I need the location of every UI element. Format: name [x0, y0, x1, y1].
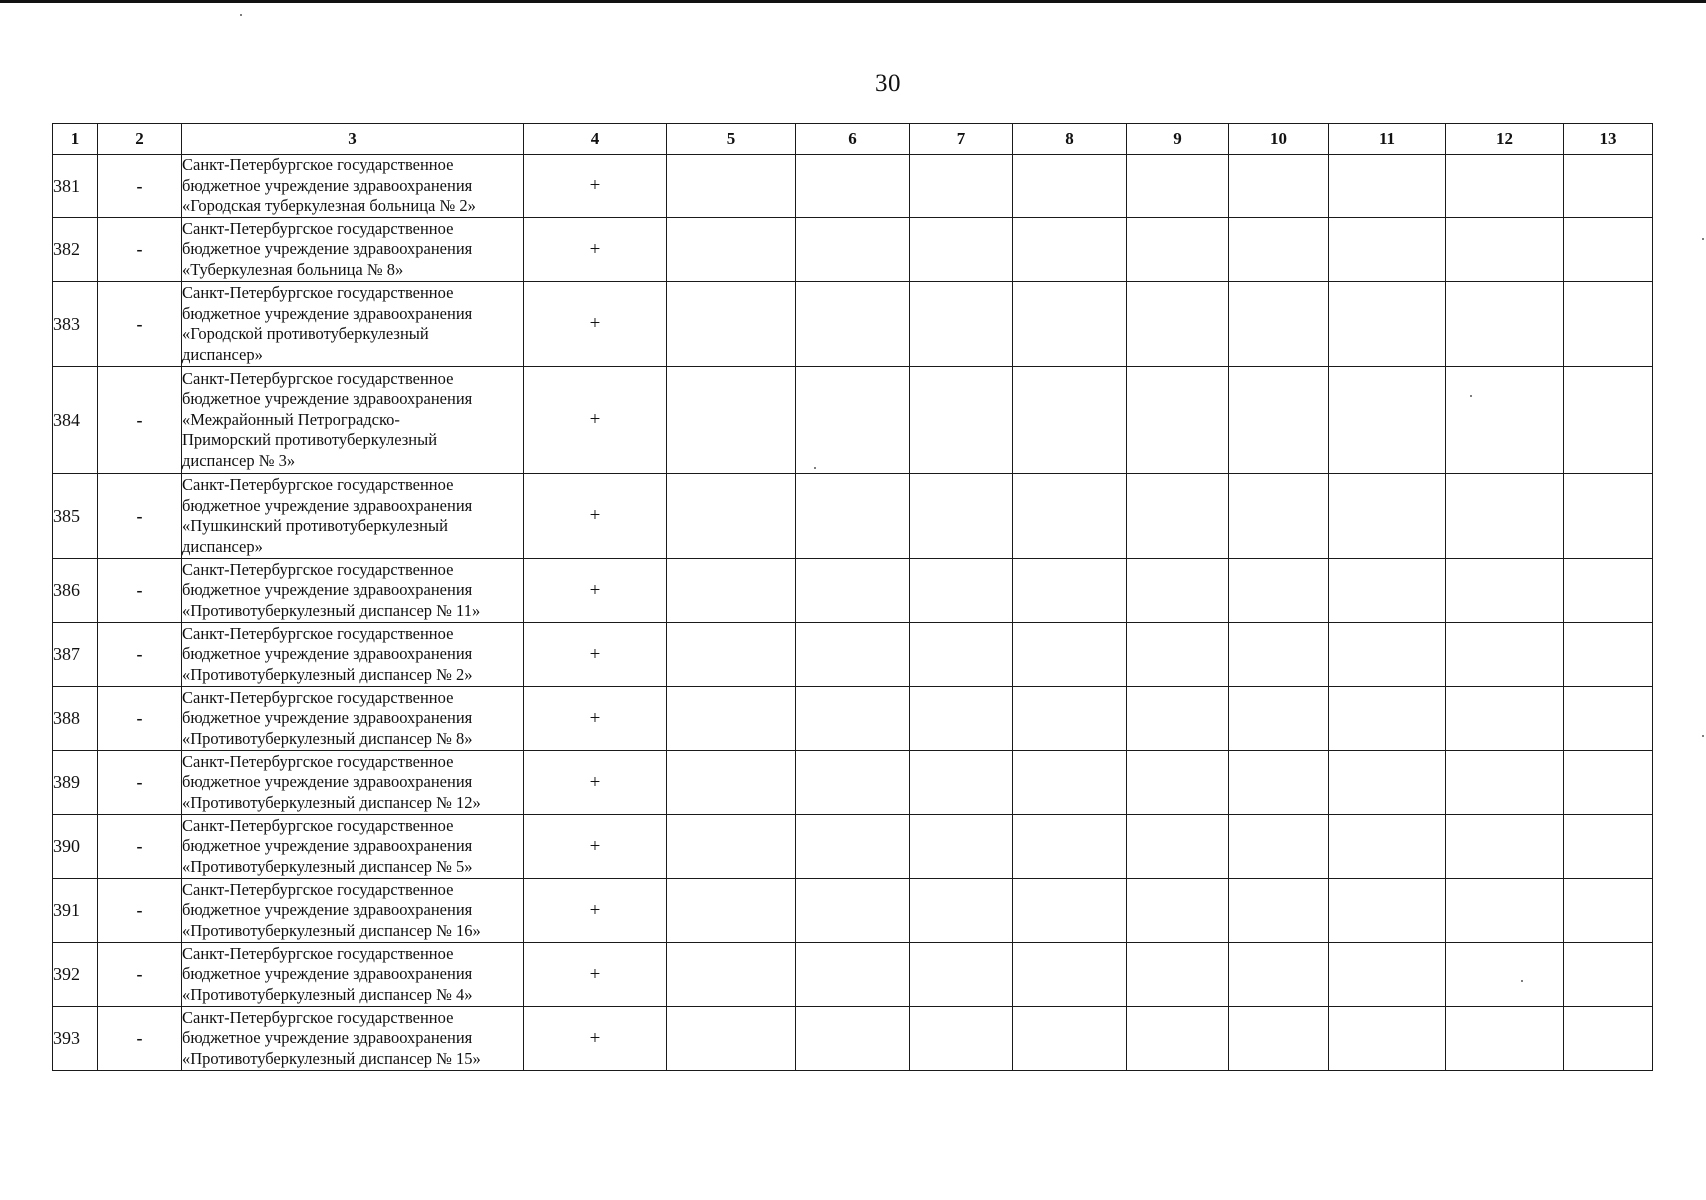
table-row — [53, 155, 1653, 218]
empty-cell-col-10 — [1229, 751, 1329, 815]
empty-cell-col-6 — [796, 367, 910, 474]
empty-cell-col-13 — [1564, 879, 1653, 943]
empty-cell-col-6 — [796, 687, 910, 751]
empty-cell-col-9 — [1127, 559, 1229, 623]
empty-cell-col-5 — [667, 687, 796, 751]
empty-cell-col-12 — [1446, 751, 1564, 815]
empty-cell-col-10 — [1229, 879, 1329, 943]
row-number: 389 — [53, 751, 98, 815]
row-number: 381 — [53, 155, 98, 218]
row-number: 385 — [53, 474, 98, 559]
empty-cell-col-7 — [910, 155, 1013, 218]
empty-cell-col-12 — [1446, 559, 1564, 623]
organization-name: Санкт-Петербургское государственное бюджетное учреждение здравоохранения «Противотуберкулезный диспансер № 11» — [182, 559, 524, 623]
empty-cell-col-11 — [1329, 879, 1446, 943]
column-header: 8 — [1013, 124, 1127, 155]
empty-cell-col-11 — [1329, 559, 1446, 623]
empty-cell-col-13 — [1564, 815, 1653, 879]
row-code: - — [98, 751, 182, 815]
empty-cell-col-5 — [667, 1007, 796, 1071]
empty-cell-col-13 — [1564, 623, 1653, 687]
empty-cell-col-8 — [1013, 751, 1127, 815]
empty-cell-col-12 — [1446, 623, 1564, 687]
organization-name: Санкт-Петербургское государственное бюджетное учреждение здравоохранения «Противотуберкулезный диспансер № 16» — [182, 879, 524, 943]
empty-cell-col-8 — [1013, 367, 1127, 474]
empty-cell-col-12 — [1446, 943, 1564, 1007]
page-top-border — [0, 0, 1706, 3]
empty-cell-col-13 — [1564, 1007, 1653, 1071]
organization-name: Санкт-Петербургское государственное бюджетное учреждение здравоохранения «Противотуберкулезный диспансер № 8» — [182, 687, 524, 751]
column-header: 6 — [796, 124, 910, 155]
empty-cell-col-6 — [796, 879, 910, 943]
empty-cell-col-9 — [1127, 815, 1229, 879]
empty-cell-col-13 — [1564, 155, 1653, 218]
column-header: 13 — [1564, 124, 1653, 155]
empty-cell-col-11 — [1329, 623, 1446, 687]
row-code: - — [98, 687, 182, 751]
empty-cell-col-11 — [1329, 218, 1446, 282]
empty-cell-col-11 — [1329, 367, 1446, 474]
empty-cell-col-7 — [910, 367, 1013, 474]
organization-name: Санкт-Петербургское государственное бюджетное учреждение здравоохранения «Межрайонный Петроградско- Приморский противотуберкулезный диспансер № 3» — [182, 367, 524, 474]
empty-cell-col-8 — [1013, 815, 1127, 879]
empty-cell-col-6 — [796, 815, 910, 879]
empty-cell-col-5 — [667, 155, 796, 218]
empty-cell-col-13 — [1564, 367, 1653, 474]
empty-cell-col-6 — [796, 1007, 910, 1071]
column-header: 3 — [182, 124, 524, 155]
empty-cell-col-11 — [1329, 155, 1446, 218]
empty-cell-col-6 — [796, 559, 910, 623]
empty-cell-col-13 — [1564, 218, 1653, 282]
page-number: 30 — [875, 70, 901, 97]
empty-cell-col-5 — [667, 815, 796, 879]
scan-speck — [814, 467, 816, 469]
empty-cell-col-10 — [1229, 623, 1329, 687]
empty-cell-col-7 — [910, 815, 1013, 879]
row-mark: + — [524, 367, 667, 474]
empty-cell-col-9 — [1127, 218, 1229, 282]
row-mark: + — [524, 282, 667, 367]
empty-cell-col-7 — [910, 559, 1013, 623]
row-number: 388 — [53, 687, 98, 751]
empty-cell-col-10 — [1229, 155, 1329, 218]
scan-speck — [1521, 980, 1523, 982]
table-row — [53, 367, 1653, 474]
empty-cell-col-6 — [796, 943, 910, 1007]
empty-cell-col-5 — [667, 218, 796, 282]
empty-cell-col-10 — [1229, 943, 1329, 1007]
column-header: 12 — [1446, 124, 1564, 155]
row-code: - — [98, 1007, 182, 1071]
empty-cell-col-9 — [1127, 474, 1229, 559]
empty-cell-col-7 — [910, 943, 1013, 1007]
empty-cell-col-9 — [1127, 943, 1229, 1007]
row-code: - — [98, 879, 182, 943]
table-row — [53, 282, 1653, 367]
row-number: 390 — [53, 815, 98, 879]
empty-cell-col-10 — [1229, 282, 1329, 367]
empty-cell-col-11 — [1329, 815, 1446, 879]
empty-cell-col-10 — [1229, 815, 1329, 879]
empty-cell-col-8 — [1013, 282, 1127, 367]
table-row — [53, 474, 1653, 559]
organization-name: Санкт-Петербургское государственное бюджетное учреждение здравоохранения «Противотуберкулезный диспансер № 4» — [182, 943, 524, 1007]
row-code: - — [98, 218, 182, 282]
row-mark: + — [524, 687, 667, 751]
organization-name: Санкт-Петербургское государственное бюджетное учреждение здравоохранения «Противотуберкулезный диспансер № 12» — [182, 751, 524, 815]
empty-cell-col-12 — [1446, 1007, 1564, 1071]
empty-cell-col-8 — [1013, 155, 1127, 218]
empty-cell-col-8 — [1013, 559, 1127, 623]
empty-cell-col-8 — [1013, 1007, 1127, 1071]
row-code: - — [98, 623, 182, 687]
scan-speck — [240, 14, 242, 16]
empty-cell-col-5 — [667, 879, 796, 943]
row-mark: + — [524, 623, 667, 687]
empty-cell-col-11 — [1329, 751, 1446, 815]
empty-cell-col-9 — [1127, 282, 1229, 367]
empty-cell-col-7 — [910, 623, 1013, 687]
row-code: - — [98, 155, 182, 218]
column-header: 2 — [98, 124, 182, 155]
column-header: 1 — [53, 124, 98, 155]
empty-cell-col-7 — [910, 751, 1013, 815]
row-mark: + — [524, 559, 667, 623]
empty-cell-col-6 — [796, 751, 910, 815]
row-mark: + — [524, 155, 667, 218]
empty-cell-col-9 — [1127, 879, 1229, 943]
empty-cell-col-7 — [910, 879, 1013, 943]
registry-table — [52, 123, 1653, 1071]
empty-cell-col-7 — [910, 1007, 1013, 1071]
scan-speck — [1702, 238, 1704, 240]
column-header: 9 — [1127, 124, 1229, 155]
empty-cell-col-8 — [1013, 474, 1127, 559]
empty-cell-col-13 — [1564, 474, 1653, 559]
empty-cell-col-6 — [796, 155, 910, 218]
empty-cell-col-6 — [796, 218, 910, 282]
row-mark: + — [524, 751, 667, 815]
empty-cell-col-12 — [1446, 218, 1564, 282]
row-number: 387 — [53, 623, 98, 687]
row-mark: + — [524, 879, 667, 943]
empty-cell-col-12 — [1446, 474, 1564, 559]
organization-name: Санкт-Петербургское государственное бюджетное учреждение здравоохранения «Городской противотуберкулезный диспансер» — [182, 282, 524, 367]
empty-cell-col-9 — [1127, 155, 1229, 218]
empty-cell-col-9 — [1127, 751, 1229, 815]
empty-cell-col-7 — [910, 687, 1013, 751]
empty-cell-col-7 — [910, 474, 1013, 559]
row-code: - — [98, 282, 182, 367]
empty-cell-col-11 — [1329, 282, 1446, 367]
row-number: 386 — [53, 559, 98, 623]
empty-cell-col-12 — [1446, 282, 1564, 367]
empty-cell-col-8 — [1013, 943, 1127, 1007]
empty-cell-col-5 — [667, 943, 796, 1007]
empty-cell-col-11 — [1329, 1007, 1446, 1071]
row-code: - — [98, 474, 182, 559]
row-mark: + — [524, 218, 667, 282]
empty-cell-col-13 — [1564, 282, 1653, 367]
empty-cell-col-8 — [1013, 879, 1127, 943]
row-code: - — [98, 943, 182, 1007]
organization-name: Санкт-Петербургское государственное бюджетное учреждение здравоохранения «Городская туберкулезная больница № 2» — [182, 155, 524, 218]
table-row — [53, 623, 1653, 687]
empty-cell-col-12 — [1446, 367, 1564, 474]
empty-cell-col-5 — [667, 559, 796, 623]
empty-cell-col-11 — [1329, 687, 1446, 751]
table-row — [53, 943, 1653, 1007]
empty-cell-col-12 — [1446, 879, 1564, 943]
empty-cell-col-6 — [796, 474, 910, 559]
empty-cell-col-10 — [1229, 474, 1329, 559]
row-mark: + — [524, 1007, 667, 1071]
header-row — [53, 124, 1653, 155]
empty-cell-col-7 — [910, 218, 1013, 282]
empty-cell-col-9 — [1127, 1007, 1229, 1071]
organization-name: Санкт-Петербургское государственное бюджетное учреждение здравоохранения «Противотуберкулезный диспансер № 5» — [182, 815, 524, 879]
empty-cell-col-9 — [1127, 687, 1229, 751]
empty-cell-col-10 — [1229, 1007, 1329, 1071]
empty-cell-col-9 — [1127, 623, 1229, 687]
table-body — [53, 155, 1653, 1071]
row-number: 382 — [53, 218, 98, 282]
empty-cell-col-10 — [1229, 367, 1329, 474]
organization-name: Санкт-Петербургское государственное бюджетное учреждение здравоохранения «Пушкинский противотуберкулезный диспансер» — [182, 474, 524, 559]
empty-cell-col-5 — [667, 623, 796, 687]
organization-name: Санкт-Петербургское государственное бюджетное учреждение здравоохранения «Противотуберкулезный диспансер № 15» — [182, 1007, 524, 1071]
empty-cell-col-11 — [1329, 943, 1446, 1007]
empty-cell-col-7 — [910, 282, 1013, 367]
column-header: 5 — [667, 124, 796, 155]
empty-cell-col-5 — [667, 751, 796, 815]
empty-cell-col-12 — [1446, 815, 1564, 879]
table-row — [53, 751, 1653, 815]
row-code: - — [98, 367, 182, 474]
row-mark: + — [524, 943, 667, 1007]
empty-cell-col-11 — [1329, 474, 1446, 559]
row-code: - — [98, 815, 182, 879]
empty-cell-col-13 — [1564, 943, 1653, 1007]
empty-cell-col-10 — [1229, 687, 1329, 751]
empty-cell-col-13 — [1564, 559, 1653, 623]
empty-cell-col-12 — [1446, 155, 1564, 218]
table-row — [53, 1007, 1653, 1071]
row-number: 384 — [53, 367, 98, 474]
organization-name: Санкт-Петербургское государственное бюджетное учреждение здравоохранения «Противотуберкулезный диспансер № 2» — [182, 623, 524, 687]
column-header: 7 — [910, 124, 1013, 155]
table-row — [53, 218, 1653, 282]
empty-cell-col-12 — [1446, 687, 1564, 751]
table-row — [53, 879, 1653, 943]
table-row — [53, 559, 1653, 623]
empty-cell-col-5 — [667, 474, 796, 559]
column-header: 4 — [524, 124, 667, 155]
table-row — [53, 687, 1653, 751]
empty-cell-col-9 — [1127, 367, 1229, 474]
empty-cell-col-8 — [1013, 623, 1127, 687]
column-header: 11 — [1329, 124, 1446, 155]
empty-cell-col-6 — [796, 282, 910, 367]
organization-name: Санкт-Петербургское государственное бюджетное учреждение здравоохранения «Туберкулезная больница № 8» — [182, 218, 524, 282]
empty-cell-col-10 — [1229, 218, 1329, 282]
scan-speck — [1702, 735, 1704, 737]
column-header: 10 — [1229, 124, 1329, 155]
table-row — [53, 815, 1653, 879]
empty-cell-col-5 — [667, 367, 796, 474]
empty-cell-col-8 — [1013, 687, 1127, 751]
empty-cell-col-5 — [667, 282, 796, 367]
empty-cell-col-6 — [796, 623, 910, 687]
row-number: 393 — [53, 1007, 98, 1071]
empty-cell-col-10 — [1229, 559, 1329, 623]
row-number: 392 — [53, 943, 98, 1007]
empty-cell-col-13 — [1564, 751, 1653, 815]
empty-cell-col-8 — [1013, 218, 1127, 282]
row-number: 383 — [53, 282, 98, 367]
row-mark: + — [524, 815, 667, 879]
empty-cell-col-13 — [1564, 687, 1653, 751]
row-code: - — [98, 559, 182, 623]
row-number: 391 — [53, 879, 98, 943]
scan-speck — [1470, 395, 1472, 397]
row-mark: + — [524, 474, 667, 559]
